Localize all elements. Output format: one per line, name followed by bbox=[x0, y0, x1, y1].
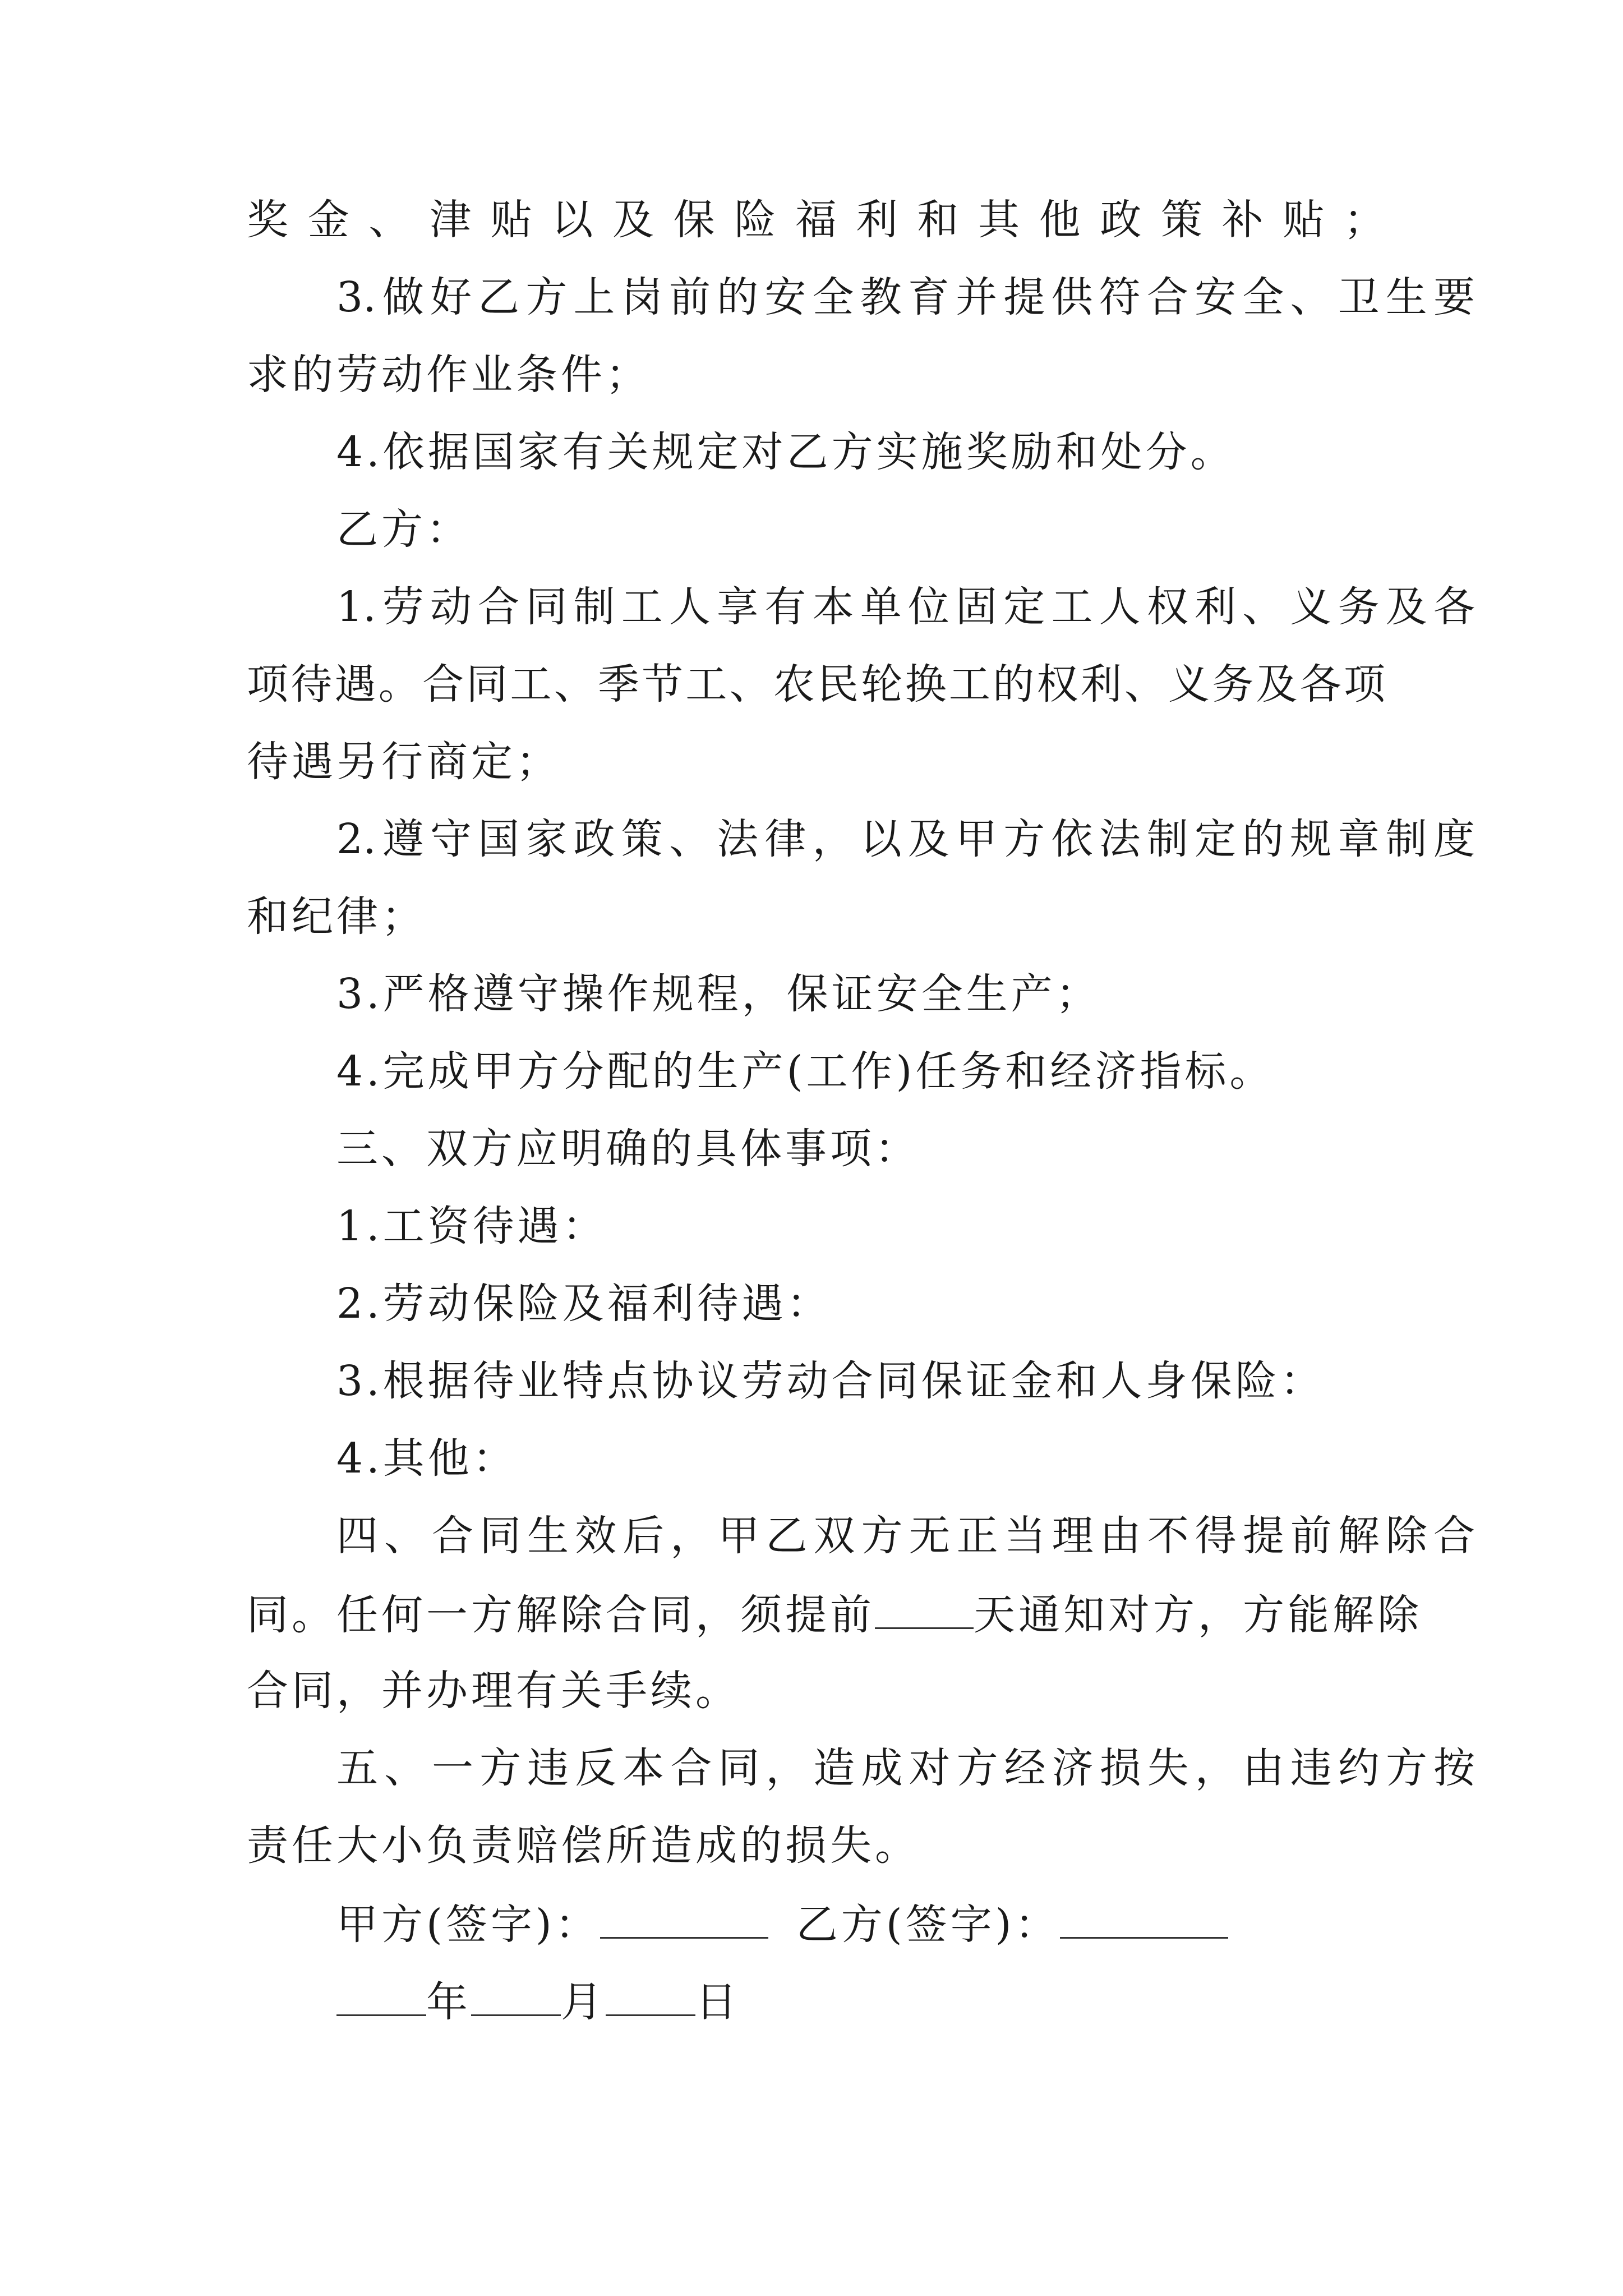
list-item: 4.其他： bbox=[336, 1434, 518, 1483]
paragraph-line: 合同，并办理有关手续。 bbox=[247, 1667, 740, 1715]
paragraph-line: 1.劳动合同制工人享有本单位固定工人权利、义务及各 bbox=[336, 583, 1475, 631]
paragraph-line: 五、一方违反本合同，造成对方经济损失，由违约方按 bbox=[336, 1744, 1475, 1792]
month-label: 月 bbox=[561, 1978, 606, 2026]
year-blank[interactable] bbox=[336, 1980, 426, 2016]
section-heading: 乙方： bbox=[336, 505, 471, 554]
paragraph-line: 2.遵守国家政策、法律，以及甲方依法制定的规章制度 bbox=[336, 815, 1475, 863]
party-b-signature-label: 乙方(签字)： bbox=[796, 1901, 1060, 1949]
day-label: 日 bbox=[695, 1978, 740, 2026]
list-item: 2.劳动保险及福利待遇： bbox=[336, 1280, 832, 1328]
contract-page bbox=[247, 196, 1475, 2057]
paragraph-line: 奖金、津贴以及保险福利和其他政策补贴； bbox=[247, 196, 1385, 244]
paragraph-line: 待遇另行商定； bbox=[247, 738, 561, 786]
paragraph-line: 4.依据国家有关规定对乙方实施奖励和处分。 bbox=[336, 428, 1235, 476]
party-a-signature-blank[interactable] bbox=[600, 1902, 768, 1939]
paragraph-line: 求的劳动作业条件； bbox=[247, 351, 651, 399]
notice-text-after: 天通知对方，方能解除 bbox=[974, 1591, 1422, 1639]
year-label: 年 bbox=[426, 1978, 471, 2026]
notice-text-before: 同。任何一方解除合同，须提前 bbox=[247, 1591, 875, 1639]
paragraph-line: 3.严格遵守操作规程，保证安全生产； bbox=[336, 970, 1101, 1018]
paragraph-line: 和纪律； bbox=[247, 892, 426, 941]
notice-line bbox=[247, 1591, 1422, 1639]
paragraph-line: 3.做好乙方上岗前的安全教育并提供符合安全、卫生要 bbox=[336, 273, 1475, 321]
section-heading: 三、双方应明确的具体事项： bbox=[336, 1125, 920, 1173]
paragraph-line: 4.完成甲方分配的生产(工作)任务和经济指标。 bbox=[336, 1047, 1275, 1096]
party-a-signature-label: 甲方(签字)： bbox=[336, 1901, 600, 1949]
party-b-signature-blank[interactable] bbox=[1060, 1902, 1228, 1939]
day-blank[interactable] bbox=[606, 1980, 695, 2016]
notice-days-blank[interactable] bbox=[875, 1593, 974, 1629]
month-blank[interactable] bbox=[471, 1980, 561, 2016]
paragraph-line: 责任大小负责赔偿所造成的损失。 bbox=[247, 1821, 920, 1870]
signature-line bbox=[247, 1901, 1385, 1949]
paragraph-line: 项待遇。合同工、季节工、农民轮换工的权利、义务及各项 bbox=[247, 660, 1385, 708]
paragraph-line: 四、合同生效后，甲乙双方无正当理由不得提前解除合 bbox=[336, 1512, 1475, 1560]
date-line bbox=[247, 1978, 1385, 2026]
list-item: 3.根据待业特点协议劳动合同保证金和人身保险： bbox=[336, 1357, 1325, 1405]
list-item: 1.工资待遇： bbox=[336, 1202, 607, 1250]
